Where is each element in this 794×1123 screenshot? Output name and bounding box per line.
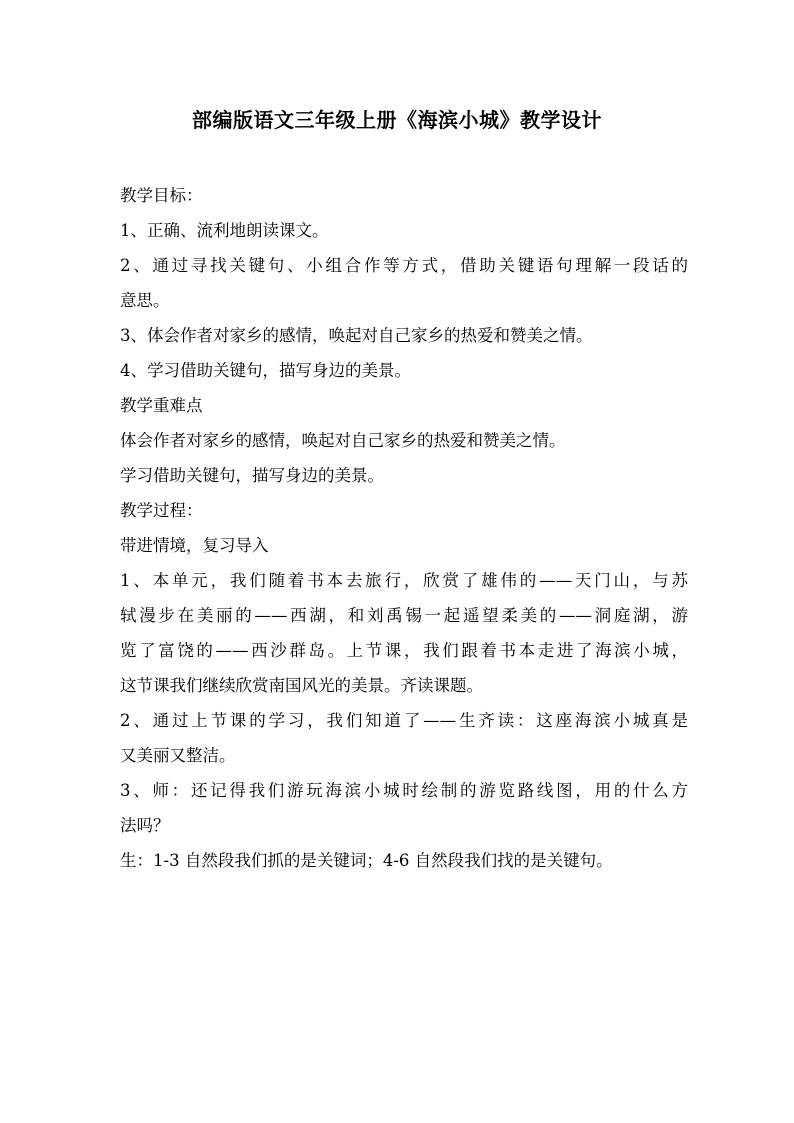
key-point-item: 体会作者对家乡的感情，唤起对自己家乡的热爱和赞美之情。: [120, 431, 566, 450]
document-title: 部编版语文三年级上册《海滨小城》教学设计: [192, 108, 602, 132]
subsection-heading: 带进情境，复习导入: [120, 536, 269, 555]
section-heading-key-points: 教学重难点: [120, 396, 203, 415]
objective-item: 3、体会作者对家乡的感情，唤起对自己家乡的热爱和赞美之情。: [120, 326, 593, 345]
objective-item: 1、正确、流利地朗读课文。: [120, 221, 329, 240]
document-body: [120, 178, 688, 878]
paragraph-line: 1、本单元，我们随着书本去旅行，欣赏了雄伟的——天门山，与苏: [120, 571, 688, 590]
key-point-item: 学习借助关键句，描写身边的美景。: [120, 466, 384, 485]
paragraph-line: 2、通过上节课的学习，我们知道了——生齐读：这座海滨小城真是: [120, 711, 688, 730]
section-heading-process: 教学过程：: [120, 501, 203, 520]
objective-item: 4、学习借助关键句，描写身边的美景。: [120, 361, 411, 380]
paragraph-line: 这节课我们继续欣赏南国风光的美景。齐读课题。: [120, 676, 483, 695]
paragraph-line: 生：1-3 自然段我们抓的是关键词；4-6 自然段我们找的是关键句。: [120, 851, 613, 870]
paragraph-line: 又美丽又整洁。: [120, 746, 236, 765]
objective-item-continued: 意思。: [120, 291, 170, 310]
paragraph-line: 览了富饶的——西沙群岛。上节课，我们跟着书本走进了海滨小城，: [120, 641, 688, 660]
paragraph-line: 轼漫步在美丽的——西湖，和刘禹锡一起遥望柔美的——洞庭湖，游: [120, 606, 688, 625]
paragraph-line: 法吗？: [120, 816, 170, 835]
section-heading-objectives: 教学目标：: [120, 186, 203, 205]
paragraph-line: 3、师：还记得我们游玩海滨小城时绘制的游览路线图，用的什么方: [120, 781, 688, 800]
objective-item: 2、通过寻找关键句、小组合作等方式，借助关键语句理解一段话的: [120, 256, 688, 275]
